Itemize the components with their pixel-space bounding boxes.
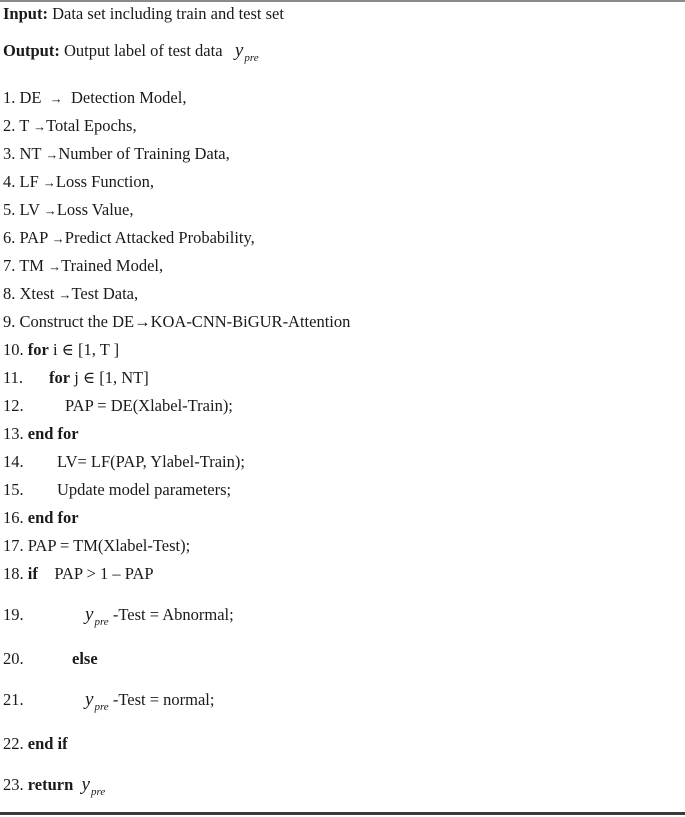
step-14: 14. LV= LF(PAP, Ylabel-Train); [3,452,245,471]
arrow-icon: → [42,175,56,190]
y-pre-variable: $y_{pre}$ [85,604,109,628]
arrow-icon: → [45,147,59,162]
step-number: 20. [3,649,24,668]
arrow-icon: → [51,231,65,246]
step-number: 5. [3,200,16,219]
step-number: 21. [3,690,24,709]
keyword: end for [27,508,79,527]
arrow-icon: → [58,287,72,302]
step-number: 17. [3,536,24,555]
step-number: 16. [3,508,24,527]
step-number: 19. [3,605,24,624]
y-pre-variable: $y_{pre}$ [85,689,109,713]
step-number: 2. [3,116,16,135]
output-label: Output: [3,41,60,60]
step-4: 4. LF →Loss Function, [3,172,154,191]
step-2: 2. T →Total Epochs, [3,116,137,135]
step-7: 7. TM →Trained Model, [3,256,164,275]
input-label: Input: [3,4,48,23]
step-number: 10. [3,340,24,359]
keyword: else [72,649,98,668]
step-21: 21. $y_{pre}$ -Test = normal; [3,689,215,713]
step-number: 22. [3,734,24,753]
output-text: Output label of test data [63,41,223,60]
step-17: 17. PAP = TM(Xlabel-Test); [3,536,191,555]
step-23 [3,774,105,796]
step-15: 15. Update model parameters; [3,480,232,499]
step-3: 3. NT →Number of Training Data, [3,144,230,163]
step-12: 12. PAP = DE(Xlabel-Train); [3,396,233,415]
step-9: 9. Construct the DE→KOA-CNN-BiGUR-Attention [3,312,351,331]
step-5: 5. LV →Loss Value, [3,200,134,219]
step-number: 23. [3,775,24,794]
output-variable: $y_{pre}$ [234,40,259,64]
step-number: 18. [3,564,24,583]
step-number: 3. [3,144,16,163]
top-rule [0,0,685,2]
step-19: 19. $y_{pre}$ -Test = Abnormal; [3,604,234,628]
step-number: 13. [3,424,24,443]
step-16 [3,507,79,529]
input-line [3,3,284,25]
step-number: 1. [3,88,16,107]
step-13 [3,423,79,445]
step-22 [3,733,68,755]
arrow-icon: → [48,259,62,274]
step-8: 8. Xtest →Test Data, [3,284,139,303]
step-6: 6. PAP →Predict Attacked Probability, [3,228,255,247]
step-number: 11. [3,368,24,387]
arrow-icon: → [33,119,47,134]
step-11: 11. for j ∈ [1, NT] [3,368,149,387]
step-18: 18. if PAP > 1 – PAP [3,564,154,583]
step-number: 8. [3,284,16,303]
keyword: for [27,340,49,359]
step-number: 7. [3,256,16,275]
keyword: end for [27,424,79,443]
arrow-icon: → [43,203,57,218]
keyword: if [27,564,38,583]
step-number: 12. [3,396,24,415]
keyword: end if [27,734,68,753]
step-number: 9. [3,312,16,331]
step-number: 4. [3,172,16,191]
step-1: 1. DE → Detection Model, [3,88,187,107]
keyword: for [49,368,71,387]
input-text: Data set including train and test set [52,4,284,23]
step-number: 14. [3,452,24,471]
bottom-rule [0,812,685,815]
step-10: 10. for i ∈ [1, T ] [3,340,120,359]
output-line [3,40,259,62]
y-pre-variable: $y_{pre}$ [81,774,106,798]
step-number: 15. [3,480,24,499]
arrow-icon: → [49,91,63,106]
keyword: return [27,775,74,794]
step-20 [3,648,98,670]
step-number: 6. [3,228,16,247]
